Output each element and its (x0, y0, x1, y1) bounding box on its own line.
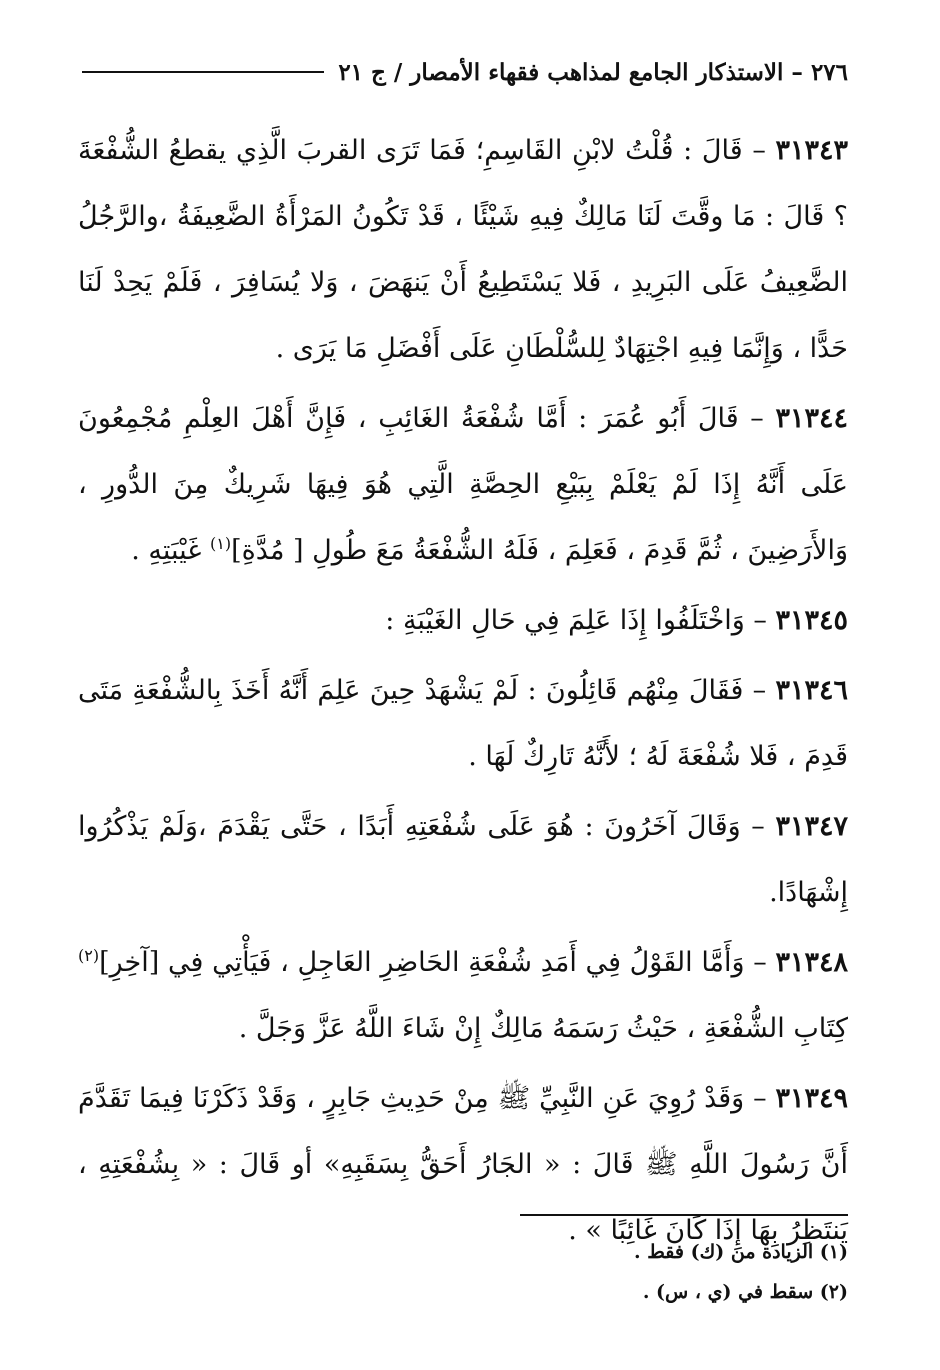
paragraph-31344 (78, 386, 848, 584)
paragraph-31347 (78, 794, 848, 926)
paragraph-number: ٣١٣٤٩ (775, 1083, 848, 1114)
paragraph-number: ٣١٣٤٣ (775, 135, 848, 166)
paragraph-number: ٣١٣٤٧ (775, 811, 848, 842)
running-header (82, 52, 848, 92)
paragraph-number: ٣١٣٤٤ (775, 403, 848, 434)
paragraph-number: ٣١٣٤٨ (775, 947, 848, 978)
paragraph-31343 (78, 118, 848, 382)
footnote-1: (١) الزيادة من (ك) فقط . (634, 1241, 848, 1263)
paragraph-number: ٣١٣٤٥ (775, 605, 848, 636)
paragraph-text: – وَاخْتَلَفُوا إِذَا عَلِمَ فِي حَالِ الغَيْبَةِ : (385, 605, 776, 636)
paragraph-text: – قَالَ أَبُو عُمَرَ : أَمَّا شُفْعَةُ الغَائِبِ ، فَإِنَّ أَهْلَ العِلْمِ مُجْمِعُونَ عَلَى أَنَّهُ إِذَا لَمْ يَعْلَمْ بِبَيْعِ الحِصَّةِ الَّتِي هُوَ فِيهَا شَرِيكٌ مِنَ الدُّورِ ، وَالأَرَضِينَ ، ثُمَّ قَدِمَ ، فَعَلِمَ ، فَلَهُ الشُّفْعَةُ مَعَ طُولِ [ مُدَّةِ] (78, 403, 848, 566)
paragraph-text: – وَقَدْ رُوِيَ عَنِ النَّبِيِّ ﷺ مِنْ حَدِيثِ جَابِرٍ ، وَقَدْ ذَكَرْنَا فِيمَا تَقَدَّمَ أَنَّ رَسُولَ اللَّهِ ﷺ قَالَ : « الجَارُ أَحَقُّ بِسَقَبِهِ» أو قَالَ : « بِشُفْعَتِهِ ، يَنتَظِرُ بِهَا إِذَا كَانَ غَائِبًا » . (78, 1083, 848, 1246)
paragraph-text: – قَالَ : قُلْتُ لابْنِ القَاسِمِ؛ فَمَا تَرَى القربَ الَّذِي يقطعُ الشُّفْعَةَ ؟ قَالَ : مَا وقَّتَ لَنَا مَالِكٌ فِيهِ شَيْئًا ، قَدْ تَكُونُ المَرْأَةُ الضَّعِيفَةُ ،والرَّجُلُ الضَّعِيفُ عَلَى البَرِيدِ ، فَلا يَسْتَطِيعُ أَنْ يَنهَضَ ، وَلا يُسَافِرَ ، فَلَمْ يَحِدْ لَنَا حَدًّا ، وَإِنَّمَا فِيهِ اجْتِهَادٌ لِلسُّلْطَانِ عَلَى أَفْضَلِ مَا يَرَى . (78, 135, 848, 364)
paragraph-text-continued: كِتَابِ الشُّفْعَةِ ، حَيْثُ رَسَمَهُ مَالِكٌ إِنْ شَاءَ اللَّهُ عَزَّ وَجَلَّ . (238, 1013, 848, 1044)
header-rule (82, 71, 324, 73)
paragraph-text: – وَأَمَّا القَوْلُ فِي أَمَدِ شُفْعَةِ الحَاضِرِ العَاجِلِ ، فَيَأْتِي فِي [آخِرِ] (99, 947, 776, 978)
paragraph-text: – فَقَالَ مِنْهُم قَائِلُونَ : لَمْ يَشْهَدْ حِينَ عَلِمَ أَنَّهُ أَخَذَ بِالشُّفْعَةِ مَتَى قَدِمَ ، فَلا شُفْعَةَ لَهُ ؛ لأَنَّهُ تَارِكٌ لَهَا . (78, 675, 848, 772)
paragraph-31348 (78, 930, 848, 1062)
footnote-ref-1: (١) (210, 534, 232, 553)
paragraph-31345 (78, 588, 848, 654)
footnote-ref-2: (٢) (78, 946, 100, 965)
main-text (78, 118, 848, 1268)
footnotes (78, 1232, 848, 1312)
paragraph-number: ٣١٣٤٦ (775, 675, 848, 706)
paragraph-text-continued: غَيْبَتِهِ . (131, 535, 211, 566)
footnote-2: (٢) سقط في (ي ، س) . (642, 1281, 848, 1303)
footnote-separator (520, 1214, 848, 1216)
paragraph-text: – وَقَالَ آخَرُونَ : هُوَ عَلَى شُفْعَتِهِ أَبَدًا ، حَتَّى يَقْدَمَ ،وَلَمْ يَذْكُرُوا إِشْهَادًا. (78, 811, 848, 908)
header-title: ٢٧٦ – الاستذكار الجامع لمذاهب فقهاء الأمصار / ج ٢١ (338, 58, 848, 86)
paragraph-31346 (78, 658, 848, 790)
